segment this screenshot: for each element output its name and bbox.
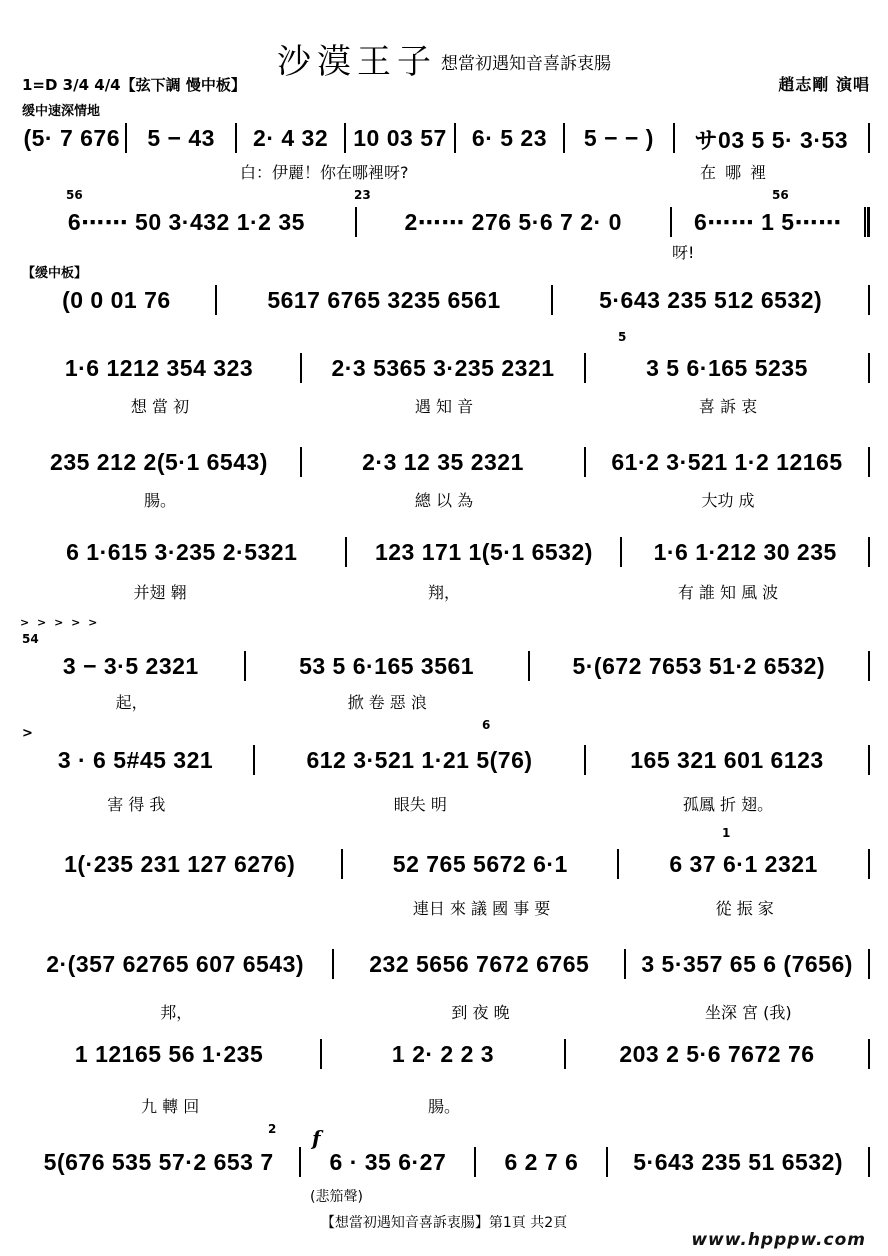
music-row-3 <box>18 282 870 318</box>
measure: 5 − − ) <box>583 124 654 151</box>
measure: 6⋯⋯ 50 3·432 1·2 35 <box>67 208 305 235</box>
measure: 6 1·615 3·235 2·5321 <box>66 538 298 565</box>
measure: 232 5656 7672 6765 <box>369 950 590 977</box>
lyric: 大功 成 <box>701 490 755 510</box>
music-row-4 <box>18 350 870 386</box>
lyric: 腸。 <box>427 1096 460 1116</box>
measure: 1(·235 231 127 6276) <box>64 850 296 877</box>
grace-note: 56 <box>66 188 83 202</box>
performer: 趙志剛 演唱 <box>778 75 870 94</box>
measure: サ03 5 5· 3·53 <box>694 126 849 153</box>
music-row-11 <box>18 1036 870 1072</box>
lyric: 掀 卷 惡 浪 <box>347 692 427 712</box>
measure: 1·6 1·212 30 235 <box>653 538 837 565</box>
measure: 53 5 6·165 3561 <box>299 652 475 679</box>
measure: 5·(672 7653 51·2 6532) <box>572 652 826 679</box>
music-row-9 <box>18 846 870 882</box>
measure: 5·643 235 51 6532) <box>633 1148 844 1175</box>
measure: 6 37 6·1 2321 <box>669 850 818 877</box>
measure: 6· 5 23 <box>471 124 548 151</box>
grace-note: 54 <box>22 632 39 646</box>
measure: 6⋯⋯ 1 5⋯⋯ <box>693 208 842 235</box>
measure: 10 03 57 <box>353 124 447 151</box>
measure: 612 3·521 1·21 5(76) <box>306 746 533 773</box>
key-signature: 1=D 3/4 4/4【弦下調 慢中板】 <box>22 76 246 94</box>
lyric: 喜 訴 衷 <box>698 396 758 416</box>
measure: 235 212 2(5·1 6543) <box>50 448 268 475</box>
lyric-line: 在 哪 裡 <box>700 163 769 182</box>
measure: 5(676 535 57·2 653 7 <box>43 1148 274 1175</box>
measure: 6 2 7 6 <box>504 1148 579 1175</box>
title-sub: 想當初遇知音喜訴衷腸 <box>441 54 611 74</box>
lyric-row-7 <box>18 690 870 712</box>
lyric: 想 當 初 <box>130 396 190 416</box>
lyric: 總 以 為 <box>414 490 474 510</box>
measure: (0 0 01 76 <box>62 286 171 313</box>
measure: 5·643 235 512 6532) <box>599 286 823 313</box>
lyric: 翔， <box>427 582 460 602</box>
measure: 2· 4 32 <box>253 124 329 151</box>
measure: 1 12165 56 1·235 <box>74 1040 264 1067</box>
music-row-1 <box>18 120 870 156</box>
lyric: 到 夜 晚 <box>451 1002 510 1022</box>
lyric: 遇 知 音 <box>414 396 474 416</box>
lyric: 坐深 宮 (我) <box>704 1002 792 1022</box>
measure: 165 321 601 6123 <box>630 746 824 773</box>
music-row-7 <box>18 648 870 684</box>
measure: 2·(357 62765 607 6543) <box>46 950 305 977</box>
dynamic-forte: f <box>312 1126 321 1150</box>
measure: 5 − 43 <box>147 124 215 151</box>
grace-note: 6 <box>482 718 491 732</box>
instrument-note: (悲笳聲) <box>310 1189 363 1205</box>
lyric: 腸。 <box>143 490 176 510</box>
measure: 2⋯⋯ 276 5·6 7 2· 0 <box>404 208 622 235</box>
title-main: 沙漠王子 <box>277 42 437 82</box>
measure: 203 2 5·6 7672 76 <box>619 1040 815 1067</box>
lyric: 眼失 明 <box>393 794 447 814</box>
measure: 2·3 12 35 2321 <box>362 448 524 475</box>
measure: 3 5 6·165 5235 <box>646 354 808 381</box>
lyric: 從 振 家 <box>715 898 774 918</box>
grace-note: 56 <box>772 188 789 202</box>
lyric-line: 呀! <box>672 243 695 262</box>
measure: 2·3 5365 3·235 2321 <box>331 354 555 381</box>
tempo-marking: 缓中速深情地 <box>22 104 101 119</box>
lyric-row-10 <box>18 1000 870 1022</box>
grace-note: 5 <box>618 330 627 344</box>
measure: 123 171 1(5·1 6532) <box>374 538 593 565</box>
grace-note: 23 <box>354 188 371 202</box>
music-row-10 <box>18 946 870 982</box>
dialogue-line: 白：伊麗！你在哪裡呀? <box>240 163 409 182</box>
measure: 3 − 3·5 2321 <box>62 652 199 679</box>
music-row-2 <box>18 204 870 240</box>
lyric-row-6 <box>18 580 870 602</box>
lyric: 連日 來 議 國 事 要 <box>412 898 551 918</box>
grace-note: 1 <box>722 826 731 840</box>
music-row-5 <box>18 444 870 480</box>
music-row-6 <box>18 534 870 570</box>
measure: 1 2· 2 2 3 <box>391 1040 495 1067</box>
lyric-row-11 <box>18 1094 870 1116</box>
lyric: 邦， <box>160 1002 193 1022</box>
lyric-row-8 <box>18 792 870 814</box>
measure: 52 765 5672 6·1 <box>392 850 568 877</box>
music-row-8 <box>18 742 870 778</box>
page-footer: 【想當初遇知音喜訴衷腸】第1頁 共2頁 <box>320 1215 568 1231</box>
lyric: 九 轉 回 <box>141 1096 200 1116</box>
lyric-row-9 <box>18 896 870 918</box>
measure: 61·2 3·521 1·2 12165 <box>611 448 843 475</box>
music-row-12 <box>18 1144 870 1180</box>
lyric: 有 誰 知 風 波 <box>677 582 779 602</box>
watermark: www.hpppw.com <box>691 1230 866 1250</box>
grace-note: 2 <box>268 1122 277 1136</box>
measure: 3 · 6 5#45 321 <box>57 746 214 773</box>
lyric: 起， <box>115 692 148 712</box>
measure: 1·6 1212 354 323 <box>64 354 254 381</box>
measure: 3 5·357 65 6 (7656) <box>641 950 853 977</box>
lyric: 孤鳳 折 翅。 <box>682 794 774 814</box>
lyric-row-4 <box>18 394 870 416</box>
measure: 6 · 35 6·27 <box>329 1148 447 1175</box>
lyric: 并翅 翱 <box>133 582 187 602</box>
measure: 5617 6765 3235 6561 <box>267 286 501 313</box>
measure: (5· 7 676 <box>23 124 120 151</box>
lyric: 害 得 我 <box>107 794 166 814</box>
tempo-marking: 【缓中板】 <box>22 266 88 281</box>
lyric-row-5 <box>18 488 870 510</box>
